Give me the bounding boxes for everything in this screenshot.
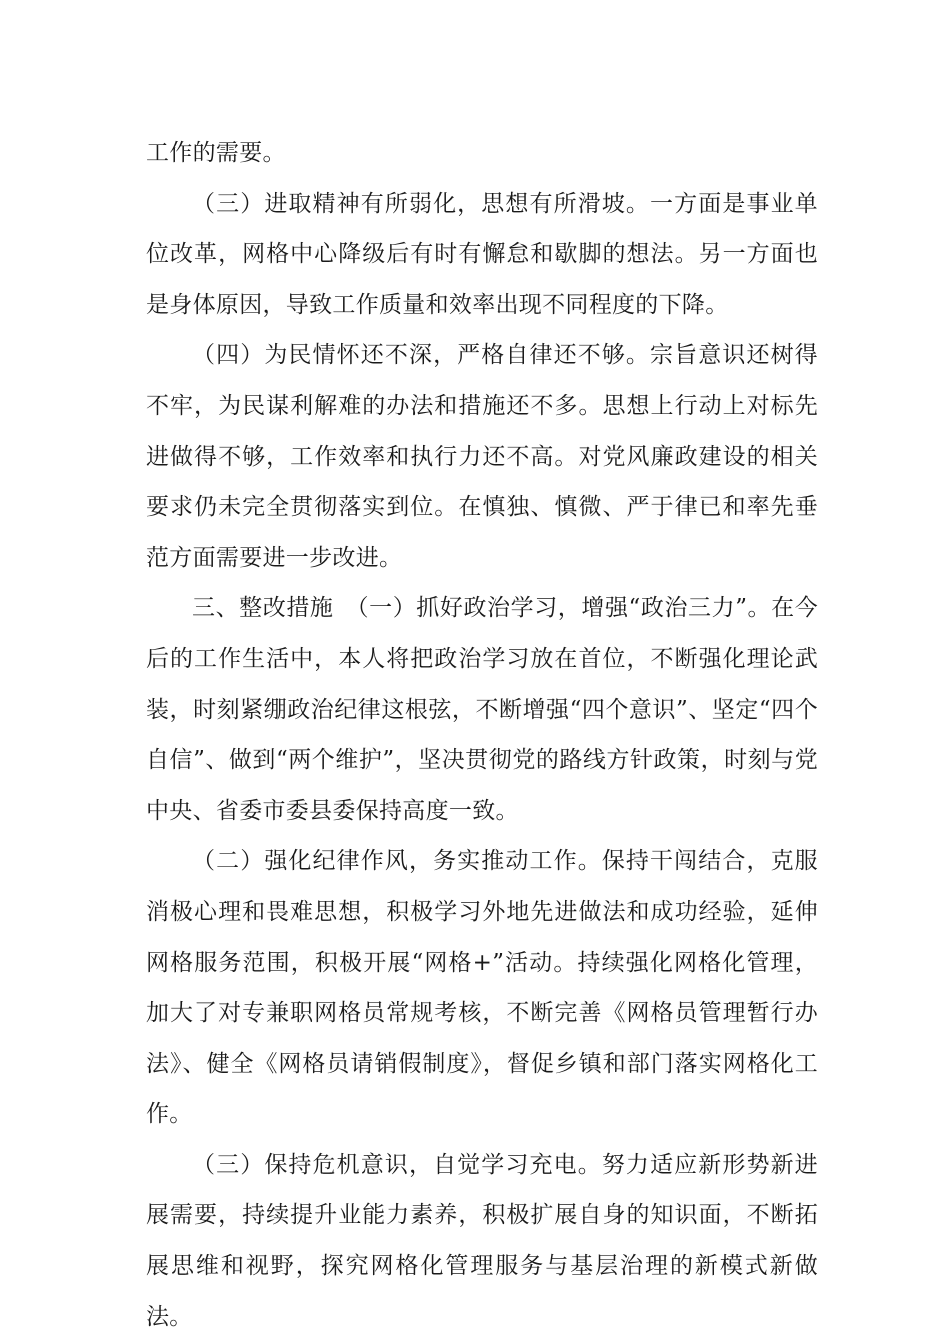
document-body xyxy=(146,128,818,1342)
paragraph-measures-two: （二）强化纪律作风，务实推动工作。保持干闯结合，克服消极心理和畏难思想，积极学习外地先进做法和成功经验，延伸网格服务范围，积极开展“网格+”活动。持续强化网格化管理，加大了对专兼职网格员常规考核，不断完善《网格员管理暂行办法》、健全《网格员请销假制度》，督促乡镇和部门落实网格化工作。 xyxy=(146,848,818,1128)
paragraph-measures-three: （三）保持危机意识，自觉学习充电。努力适应新形势新进展需要，持续提升业能力素养，积极扩展自身的知识面，不断拓展思维和视野，探究网格化管理服务与基层治理的新模式新做法。 xyxy=(146,1151,818,1330)
paragraph-issue-four: （四）为民情怀还不深，严格自律还不够。宗旨意识还树得不牢，为民谋利解难的办法和措施还不多。思想上行动上对标先进做得不够，工作效率和执行力还不高。对党风廉政建设的相关要求仍未完全贯彻落实到位。在慎独、慎微、严于律已和率先垂范方面需要进一步改进。 xyxy=(146,342,818,571)
paragraph-measures-one: 三、整改措施 （一）抓好政治学习，增强“政治三力”。在今后的工作生活中，本人将把政治学习放在首位，不断强化理论武装，时刻紧绷政治纪律这根弦，不断增强“四个意识”、坚定“四个自信”、做到“两个维护”，坚决贯彻党的路线方针政策，时刻与党中央、省委市委县委保持高度一致。 xyxy=(146,595,818,824)
paragraph-issue-three: （三）进取精神有所弱化，思想有所滑坡。一方面是事业单位改革，网格中心降级后有时有懈怠和歇脚的想法。另一方面也是身体原因，导致工作质量和效率出现不同程度的下降。 xyxy=(146,190,818,318)
paragraph-continuation: 工作的需要。 xyxy=(146,140,286,166)
